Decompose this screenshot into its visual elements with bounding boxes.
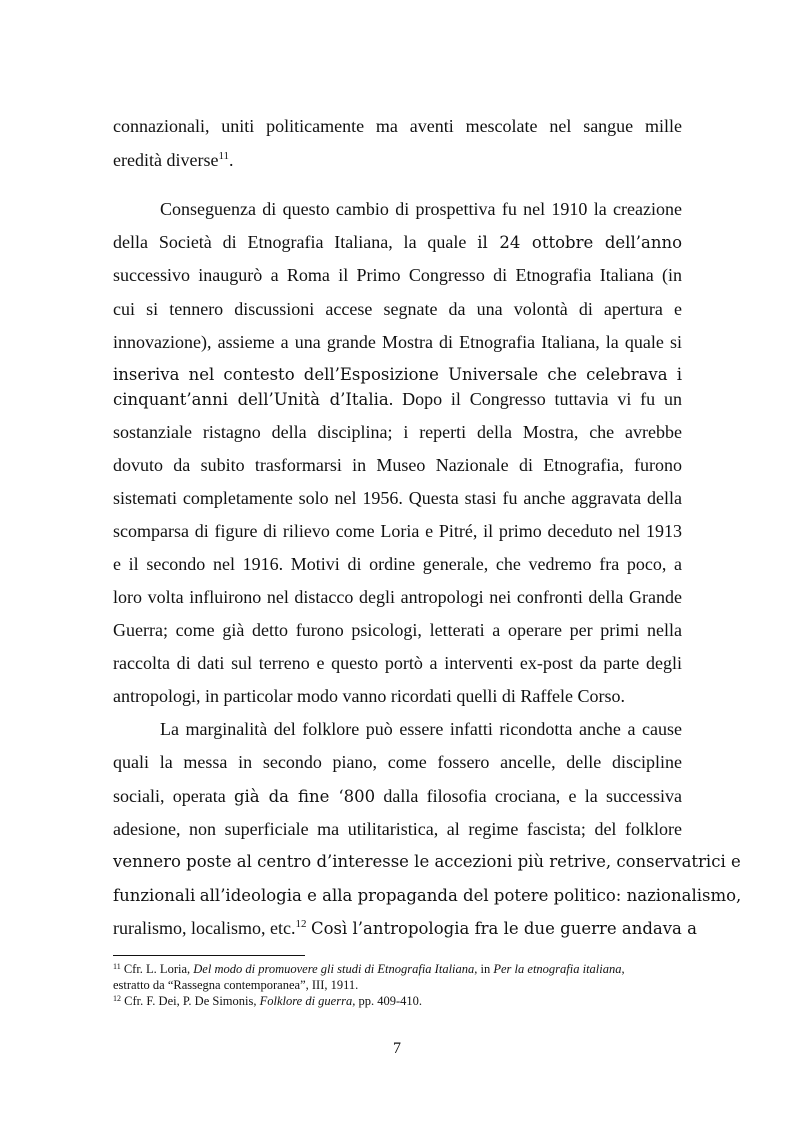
page-number: 7 xyxy=(393,1040,401,1057)
body-line: e il secondo nel 1916. Motivi di ordine generale, che vedremo fra poco, a xyxy=(113,554,682,574)
body-line: eredità diverse$^{11}$. xyxy=(113,150,234,170)
body-line: loro volta influirono nel distacco degli antropologi nei confronti della Grande xyxy=(113,587,682,607)
body-line: Conseguenza di questo cambio di prospettiva fu nel 1910 la creazione xyxy=(160,199,682,219)
body-line: adesione, non superficiale ma utilitaristica, al regime fascista; del folklore xyxy=(113,819,682,839)
footnote-12: $^{12}$ Cfr. F. Dei, P. De Simonis, Folklore di guerra, pp. 409-410. xyxy=(113,994,422,1008)
body-line: ruralismo, localismo, etc.$^{12}$ Così l’antropologia fra le due guerre andava a xyxy=(113,918,697,938)
body-line: sostanziale ristagno della disciplina; i reperti della Mostra, che avrebbe xyxy=(113,422,682,442)
body-line: della Società di Etnografia Italiana, la quale il 24 ottobre dell’anno xyxy=(113,232,683,252)
body-line: raccolta di dati sul terreno e questo portò a interventi ex-post da parte degli xyxy=(113,653,682,673)
body-line: La marginalità del folklore può essere infatti ricondotta anche a cause xyxy=(160,719,682,739)
body-line: connazionali, uniti politicamente ma aventi mescolate nel sangue mille xyxy=(113,116,682,136)
body-line: funzionali all’ideologia e alla propaganda del potere politico: nazionalismo, xyxy=(113,886,742,905)
body-line: inseriva nel contesto dell’Esposizione Universale che celebrava i xyxy=(113,365,682,384)
body-line: vennero poste al centro d’interesse le accezioni più retrive, conservatrici e xyxy=(113,852,741,871)
footnote-separator xyxy=(113,955,305,956)
body-line: quali la messa in secondo piano, come fossero ancelle, delle discipline xyxy=(113,752,682,772)
body-line: antropologi, in particolar modo vanno ricordati quelli di Raffele Corso. xyxy=(113,686,626,706)
body-line: sistemati completamente solo nel 1956. Questa stasi fu anche aggravata della xyxy=(113,488,682,508)
body-line: successivo inaugurò a Roma il Primo Congresso di Etnografia Italiana (in xyxy=(113,265,682,285)
body-line: scomparsa di figure di rilievo come Loria e Pitré, il primo deceduto nel 1913 xyxy=(113,521,682,541)
footnote-ref-12[interactable]: 12 xyxy=(295,918,307,930)
footnote-ref-11[interactable]: 11 xyxy=(218,150,230,162)
body-line: cinquant’anni dell’Unità d’Italia. Dopo il Congresso tuttavia vi fu un xyxy=(113,389,682,409)
footnote-11-continued: estratto da “Rassegna contemporanea”, III, 1911. xyxy=(113,978,359,992)
body-line: Guerra; come già detto furono psicologi, letterati a operare per primi nella xyxy=(113,620,682,640)
body-line: sociali, operata già da fine ‘800 dalla filosofia crociana, e la successiva xyxy=(113,786,682,806)
body-line: dovuto da subito trasformarsi in Museo Nazionale di Etnografia, furono xyxy=(113,455,682,475)
body-line: cui si tennero discussioni accese segnate da una volontà di apertura e xyxy=(113,299,682,319)
body-line: innovazione), assieme a una grande Mostra di Etnografia Italiana, la quale si xyxy=(113,332,682,352)
footnote-11: $^{11}$ Cfr. L. Loria, Del modo di promuovere gli studi di Etnografia Italiana, in Per la etnografia italiana, xyxy=(113,962,625,976)
